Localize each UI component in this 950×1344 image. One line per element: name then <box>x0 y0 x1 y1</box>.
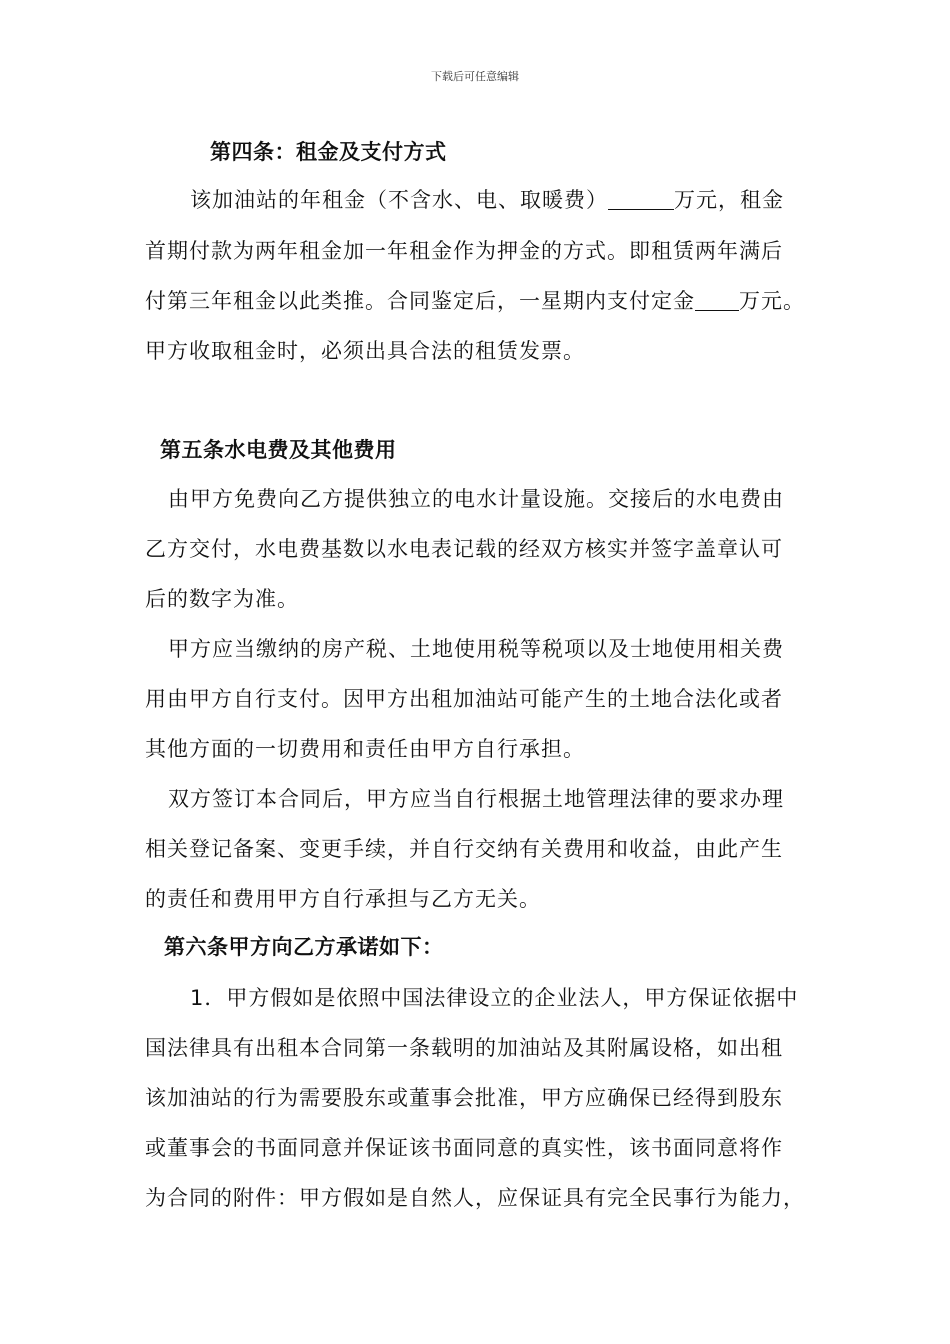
article-6-p1-line-3: 该加油站的行为需要股东或董事会批准，甲方应确保已经得到股东 <box>145 1086 783 1110</box>
page-header: 下载后可任意编辑 <box>431 70 519 83</box>
article-5-p2-line-1: 甲方应当缴纳的房产税、土地使用税等税项以及士地使用相关费 <box>168 637 784 661</box>
rent-blank[interactable] <box>608 189 674 210</box>
article-6-p1-line-2: 国法律具有出租本合同第一条载明的加油站及其附属设格，如出租 <box>145 1036 783 1060</box>
article-4-heading: 第四条：租金及支付方式 <box>210 140 447 164</box>
article-5-heading: 第五条水电费及其他费用 <box>160 438 397 462</box>
article-5-p3-line-1: 双方签订本合同后，甲方应当自行根据土地管理法律的要求办理 <box>168 787 784 811</box>
article-4-line-3-text-b: 万元。 <box>739 289 805 313</box>
article-5-p1-line-3: 后的数字为准。 <box>145 587 299 611</box>
article-4-line-1-text-a: 该加油站的年租金（不含水、电、取暖费） <box>190 188 608 212</box>
article-4-line-2: 首期付款为两年租金加一年租金作为押金的方式。即租赁两年满后 <box>145 239 783 263</box>
article-6-p1-line-5: 为合同的附件：甲方假如是自然人，应保证具有完全民事行为能力， <box>145 1186 805 1210</box>
article-4-line-1 <box>190 185 880 215</box>
article-4-line-3 <box>145 286 835 316</box>
article-5-p3-line-2: 相关登记备案、变更手续，并自行交纳有关费用和收益，由此产生 <box>145 837 783 861</box>
article-6-p1-line-4: 或董事会的书面同意并保证该书面同意的真实性，该书面同意将作 <box>145 1136 783 1160</box>
article-5-p2-line-3: 其他方面的一切费用和责任由甲方自行承担。 <box>145 737 585 761</box>
deposit-blank[interactable] <box>695 290 739 311</box>
article-4-line-4: 甲方收取租金时，必须出具合法的租赁发票。 <box>145 339 585 363</box>
article-4-line-3-text-a: 付第三年租金以此类推。合同鉴定后，一星期内支付定金 <box>145 289 695 313</box>
article-4-line-1-text-b: 万元，租金 <box>674 188 784 212</box>
article-5-p2-line-2: 用由甲方自行支付。因甲方出租加油站可能产生的土地合法化或者 <box>145 687 783 711</box>
article-6-heading: 第六条甲方向乙方承诺如下： <box>164 935 444 959</box>
article-5-p1-line-2: 乙方交付，水电费基数以水电表记载的经双方核实并签字盖章认可 <box>145 537 783 561</box>
article-6-p1-line-1: 1．甲方假如是依照中国法律设立的企业法人，甲方保证依据中 <box>190 986 799 1010</box>
article-5-p3-line-3: 的责任和费用甲方自行承担与乙方无关。 <box>145 887 541 911</box>
article-5-p1-line-1: 由甲方免费向乙方提供独立的电水计量设施。交接后的水电费由 <box>168 487 784 511</box>
